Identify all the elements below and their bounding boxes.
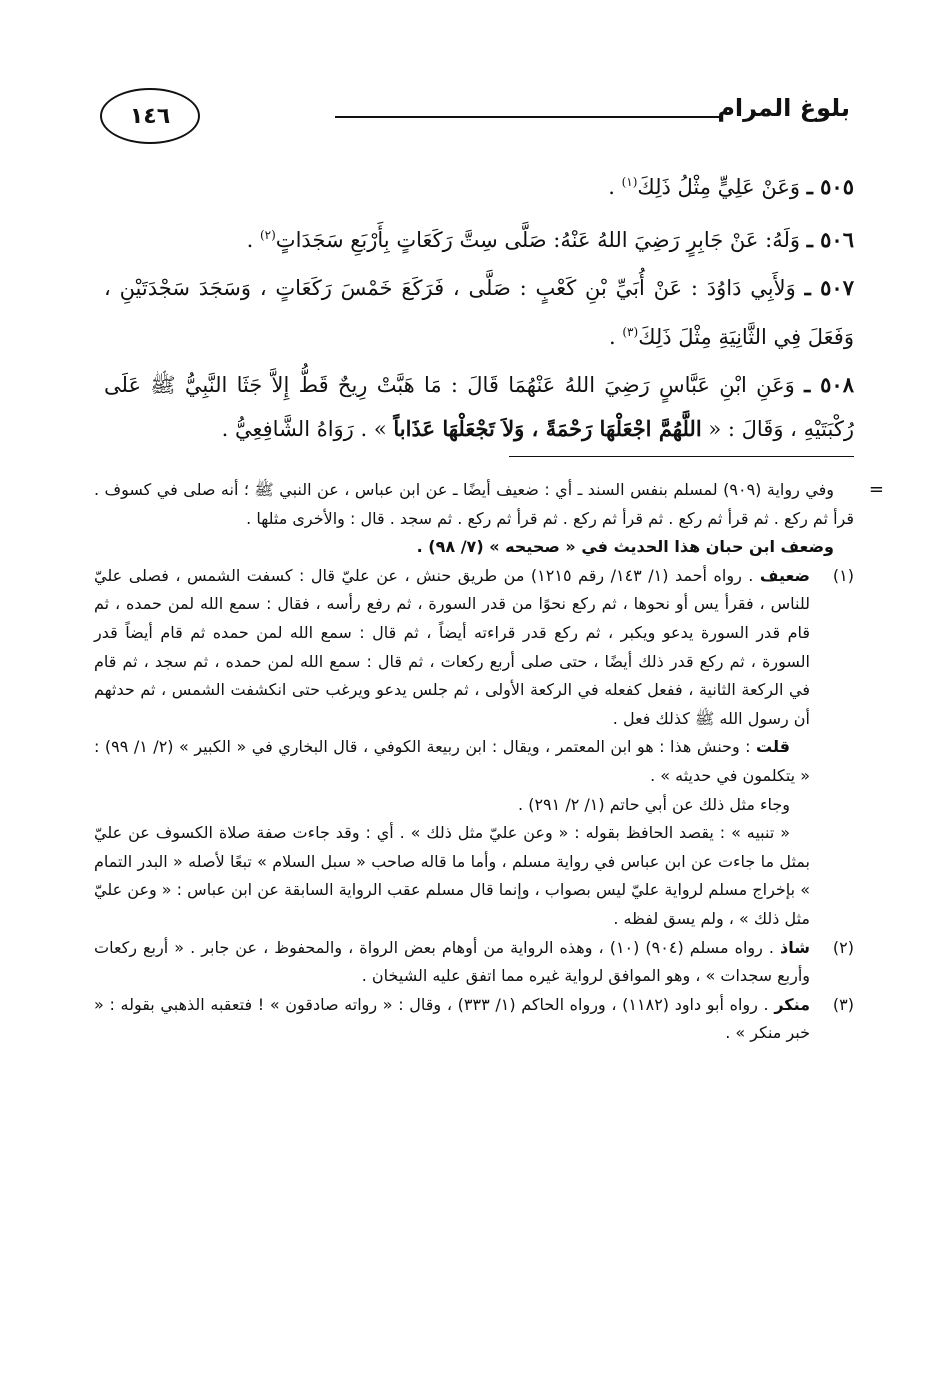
note-text: « تنبيه » : يقصد الحافظ بقوله : « وعن عليّ مثل ذلك » . أي : وقد جاءت صفة صلاة الكسوف عن عليّ بمثل ما جاءت عن ابن عباس في رواية مسلم ، وأما ما قاله صاحب « سبل السلام » تبعًا لأصله « البدر التمام » بإخراج مسلم لرواية عليّ ليس بصواب ، وإنما قال مسلم عقب الرواية السابقة عن ابن عباس : « وعن عليّ مثل ذلك » ، ولم يسق لفظه . (94, 823, 810, 928)
footnote-body (94, 934, 810, 991)
note-lead: قلت (756, 737, 790, 757)
footnote-separator (509, 456, 854, 457)
footnote-text: . رواه مسلم (٩٠٤) (١٠) ، وهذه الرواية من أوهام بعض الرواة ، والمحفوظ ، عن جابر . « أربع ركعات وأربع سجدات » ، وهو الموافق لرواية غيره مما اتفق عليه الشيخان . (94, 937, 810, 986)
footnote-text: . رواه أبو داود (١١٨٢) ، ورواه الحاكم (١/ ٣٣٣) ، وقال : « رواته صادقون » ! فتعقبه الذهبي بقوله : « خبر منكر » . (94, 994, 810, 1043)
note-text: وجاء مثل ذلك عن أبي حاتم (١/ ٢/ ٢٩١) . (518, 794, 790, 814)
footnote-body (94, 991, 810, 1048)
hadith-text: وَعَنْ عَلِيٍّ مِثْلُ ذَلِكَ (637, 175, 800, 199)
footnote-2 (94, 934, 854, 991)
footnote-text: . رواه أحمد (١/ ١٤٣/ رقم ١٢١٥) من طريق حنش ، عن عليّ قال : كسفت الشمس ، فصلى عليّ للناس ، فقرأ يس أو نحوها ، ثم ركع نحوًا من قدر السورة ، ثم رفع رأسه ، فقال : سمع الله لمن حمده ، ثم قام قدر السورة يدعو ويكبر ، ثم ركع قدر قراءته أيضاً ، ثم قال : سمع الله لمن حمده ثم قام أيضاً قدر السورة ، ثم ركع قدر ذلك أيضًا ، حتى صلى أربع ركعات ، ثم قال : سمع الله لمن حمده ، ثم سجد ، ثم قام في الركعة الثانية ، ففعل كفعله في الركعة الأولى ، ثم جلس يدعو ويرغب حتى انكشفت الشمس ، ثم حدثهم أن رسول الله ﷺ كذلك فعل . (94, 565, 810, 728)
hadith-number: ٥٠٧ ـ (804, 275, 854, 300)
hadith-text: وَلَهُ: عَنْ جَابِرٍ رَضِيَ اللهُ عَنْهُ: صَلَّى سِتَّ رَكَعَاتٍ بِأَرْبَعِ سَجَدَاتٍ (275, 228, 800, 252)
footnote-ref: (٢) (259, 228, 276, 242)
hadith-text: وَعَنِ ابْنِ عَبَّاسٍ رَضِيَ اللهُ عَنْهُمَا قَالَ : مَا هَبَّتْ رِيحٌ قَطُّ إِلاَّ جَثَا النَّبِيُّ ﷺ عَلَى رُكْبَتَيْهِ ، وَقَالَ : « (104, 373, 854, 441)
footnote-ref: (٣) (622, 325, 639, 339)
footnote-label: (٣) (832, 994, 854, 1014)
continuation-mark: = (868, 479, 884, 500)
hadith-507 (104, 266, 854, 359)
note-text: : وحنش هذا : هو ابن المعتمر ، ويقال : ابن ربيعة الكوفي ، قال البخاري في « الكبير » (٢/ ١/ ٩٩) : « يتكلمون في حديثه » . (94, 737, 810, 785)
hadith-505 (104, 160, 854, 209)
hadith-tail: . (246, 228, 260, 252)
grade: منكر (774, 994, 811, 1014)
book-title: بلوغ المرام (717, 94, 850, 122)
footnote-label: (١) (832, 565, 854, 585)
footnote-intro-para: وضعف ابن حبان هذا الحديث في « صحيحه » (٧/ ٩٨) . (416, 537, 834, 557)
footnote-body (94, 562, 810, 934)
footnotes (94, 476, 884, 1048)
grade: شاذ (780, 937, 810, 957)
grade: ضعيف (759, 565, 810, 585)
page-header (100, 88, 850, 144)
hadith-tail: . (609, 325, 623, 349)
hadith-508 (104, 363, 854, 451)
footnote-label: (٢) (832, 937, 854, 957)
hadith-tail: . (608, 175, 622, 199)
hadith-quote: اللَّهُمَّ اجْعَلْهَا رَحْمَةً ، وَلاَ تَجْعَلْهَا عَذَاباً (393, 416, 702, 441)
footnote-3 (94, 991, 854, 1048)
hadith-tail: » . رَوَاهُ الشَّافِعِيُّ . (221, 417, 394, 441)
footnote-intro-para: وفي رواية (٩٠٩) لمسلم بنفس السند ـ أي : ضعيف أيضًا ـ عن ابن عباس ، عن النبي ﷺ ؛ أنه صلى في كسوف . قرأ ثم ركع . ثم قرأ ثم ركع . ثم قرأ ثم ركع . ثم قرأ ثم ركع . ثم سجد . قال : والأخرى مثلها . (94, 480, 854, 528)
header-rule (335, 116, 722, 118)
footnote-ref: (١) (621, 175, 638, 189)
footnote-1 (94, 562, 854, 934)
hadith-506 (104, 213, 854, 262)
hadith-text: وَلأَبِي دَاوُدَ : عَنْ أُبَيِّ بْنِ كَعْبٍ : صَلَّى ، فَرَكَعَ خَمْسَ رَكَعَاتٍ ، وَسَجَدَ سَجْدَتَيْنِ ، وَفَعَلَ فِي الثَّانِيَةِ مِثْلَ ذَلِكَ (104, 276, 854, 349)
hadith-number: ٥٠٥ ـ (806, 174, 854, 199)
page-number: ١٤٦ (100, 88, 200, 144)
hadith-number: ٥٠٨ ـ (804, 372, 854, 397)
hadith-number: ٥٠٦ ـ (806, 227, 854, 252)
hadith-block (104, 160, 854, 455)
